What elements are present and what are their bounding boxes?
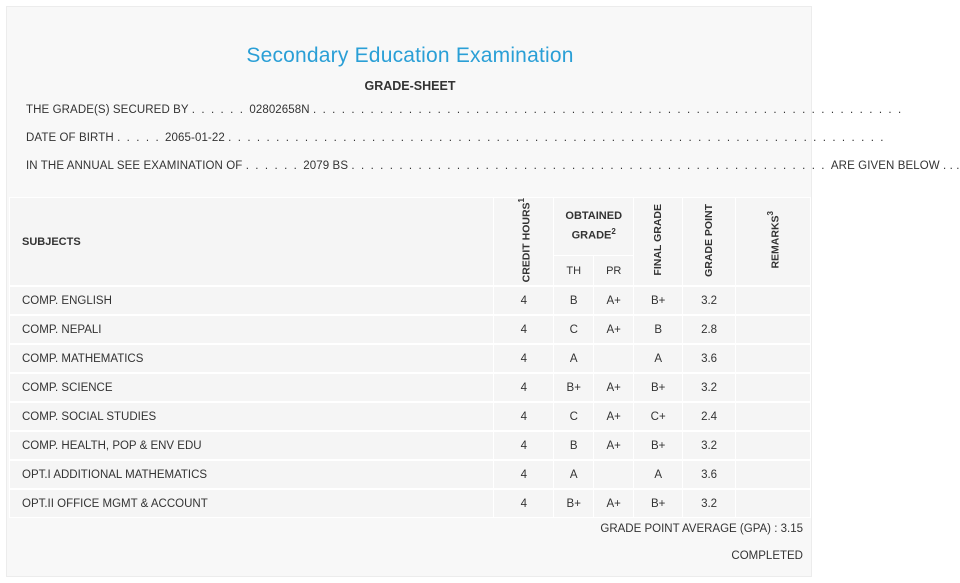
credit-cell: 4 (494, 344, 554, 373)
page-subtitle: GRADE-SHEET (364, 79, 456, 93)
credit-cell: 4 (494, 402, 554, 431)
header-credit-hours: CREDIT HOURS$^1$ (494, 198, 554, 287)
gp-cell: 3.6 (683, 460, 736, 489)
remarks-cell (736, 344, 811, 373)
remarks-cell (736, 431, 811, 460)
exam-suffix: ARE GIVEN BELOW . . . (830, 160, 960, 172)
table-row (10, 489, 811, 518)
gpa-value: 3.15 (780, 523, 803, 535)
remarks-cell (736, 286, 811, 315)
subject-cell: COMP. ENGLISH (10, 286, 494, 315)
th-cell: A (554, 344, 594, 373)
gp-cell: 3.2 (683, 286, 736, 315)
remarks-cell (736, 489, 811, 518)
final-cell: B+ (634, 489, 683, 518)
credit-cell: 4 (494, 489, 554, 518)
pr-cell: A+ (594, 431, 634, 460)
header-final-grade: FINAL GRADE (634, 198, 683, 287)
remarks-cell (736, 402, 811, 431)
exam-label: IN THE ANNUAL SEE EXAMINATION OF (26, 160, 243, 172)
subject-cell: COMP. HEALTH, POP & ENV EDU (10, 431, 494, 460)
th-cell: B (554, 286, 594, 315)
gp-cell: 3.6 (683, 344, 736, 373)
dob-label: DATE OF BIRTH (26, 132, 114, 144)
secured-by-label: THE GRADE(S) SECURED BY (26, 104, 189, 116)
credit-cell: 4 (494, 286, 554, 315)
credit-cell: 4 (494, 373, 554, 402)
pr-cell (594, 460, 634, 489)
pr-cell: A+ (594, 402, 634, 431)
grade-table (9, 197, 811, 518)
header-grade-point: GRADE POINT (683, 198, 736, 287)
grade-sheet (6, 6, 960, 577)
header-remarks: REMARKS$^3$ (736, 198, 811, 287)
dob-line: DATE OF BIRTH . . . . . 2065-01-22 . . . . . . . . . . . . . . . . . . . . . . . . . . . . . . . . . . . . . . . . . . . . . . . . . . . . . . . . . . . . . . . . . . . . . (26, 132, 886, 144)
pr-cell (594, 344, 634, 373)
exam-line: IN THE ANNUAL SEE EXAMINATION OF . . . . . . 2079 BS . . . . . . . . . . . . . . . . . . . . . . . . . . . . . . . . . . . . . . . . . . . . . . . . . . ARE GIVEN BELOW . . . (26, 160, 960, 172)
grade-table-wrap (9, 197, 811, 518)
pr-cell: A+ (594, 315, 634, 344)
gpa-label: GRADE POINT AVERAGE (GPA) : (600, 523, 778, 535)
th-cell: C (554, 315, 594, 344)
th-cell: B+ (554, 373, 594, 402)
subject-cell: COMP. SOCIAL STUDIES (10, 402, 494, 431)
remarks-cell (736, 373, 811, 402)
table-row (10, 460, 811, 489)
subject-cell: OPT.II OFFICE MGMT & ACCOUNT (10, 489, 494, 518)
pr-cell: A+ (594, 373, 634, 402)
subject-cell: COMP. SCIENCE (10, 373, 494, 402)
th-cell: B (554, 431, 594, 460)
final-cell: A (634, 344, 683, 373)
status-text: COMPLETED (731, 550, 803, 562)
final-cell: B (634, 315, 683, 344)
table-row (10, 402, 811, 431)
subject-cell: COMP. MATHEMATICS (10, 344, 494, 373)
th-cell: B+ (554, 489, 594, 518)
table-row (10, 431, 811, 460)
table-row (10, 373, 811, 402)
remarks-cell (736, 460, 811, 489)
credit-cell: 4 (494, 315, 554, 344)
gp-cell: 3.2 (683, 373, 736, 402)
header-th: TH (554, 255, 594, 286)
final-cell: A (634, 460, 683, 489)
remarks-cell (736, 315, 811, 344)
credit-cell: 4 (494, 431, 554, 460)
final-cell: B+ (634, 373, 683, 402)
table-row (10, 315, 811, 344)
final-cell: B+ (634, 286, 683, 315)
final-cell: B+ (634, 431, 683, 460)
header-obtained-grade: OBTAINED GRADE$^2$ (554, 198, 634, 256)
secured-by-value: 02802658N (249, 104, 310, 116)
th-cell: A (554, 460, 594, 489)
subject-cell: COMP. NEPALI (10, 315, 494, 344)
exam-value: 2079 BS (303, 160, 349, 172)
pr-cell: A+ (594, 489, 634, 518)
th-cell: C (554, 402, 594, 431)
table-row (10, 344, 811, 373)
pr-cell: A+ (594, 286, 634, 315)
gp-cell: 2.4 (683, 402, 736, 431)
subject-cell: OPT.I ADDITIONAL MATHEMATICS (10, 460, 494, 489)
page-title: Secondary Education Examination (246, 44, 574, 67)
table-row (10, 286, 811, 315)
header-subjects: SUBJECTS (10, 198, 494, 287)
gp-cell: 3.2 (683, 431, 736, 460)
gp-cell: 2.8 (683, 315, 736, 344)
gpa-line (600, 523, 803, 535)
final-cell: C+ (634, 402, 683, 431)
secured-by-line: THE GRADE(S) SECURED BY . . . . . . 02802658N . . . . . . . . . . . . . . . . . . . . . . . . . . . . . . . . . . . . . . . . . . . . . . . . . . . . . . . . . . . . . . (26, 104, 903, 116)
dob-value: 2065-01-22 (165, 132, 225, 144)
gp-cell: 3.2 (683, 489, 736, 518)
credit-cell: 4 (494, 460, 554, 489)
header-pr: PR (594, 255, 634, 286)
